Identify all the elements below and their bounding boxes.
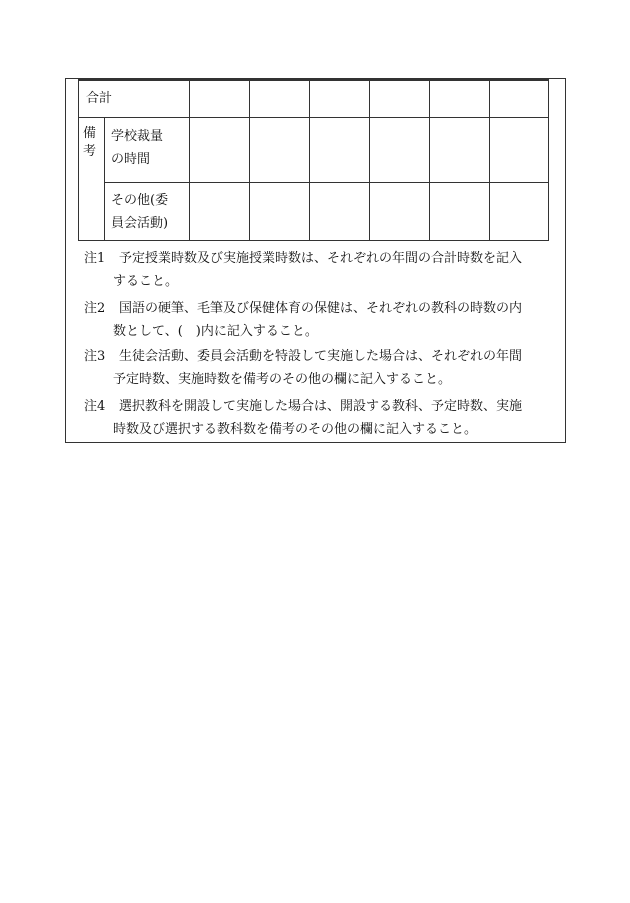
note-label: 注3 (84, 349, 106, 364)
total-label: 合計 (86, 91, 113, 106)
remarks-row-divider (104, 182, 549, 183)
note-text: すること。 (113, 274, 179, 289)
note-label: 注4 (84, 399, 106, 414)
note-text: 国語の硬筆、毛筆及び保健体育の保健は、それぞれの教科の時数の内 (119, 301, 523, 316)
note-text: 生徒会活動、委員会活動を特設して実施した場合は、それぞれの年間 (119, 349, 523, 364)
table-top-border (78, 79, 549, 81)
school-discretion-time-label: 学校裁量 (111, 129, 164, 144)
note-text: 時数及び選択する教科数を備考のその他の欄に記入すること。 (113, 422, 478, 437)
remarks-label-char-2: 考 (83, 144, 97, 159)
column-divider (429, 79, 430, 241)
column-divider (369, 79, 370, 241)
note-text: 選択教科を開設して実施した場合は、開設する教科、予定時数、実施 (119, 399, 523, 414)
column-divider (309, 79, 310, 241)
total-row-bottom-border (78, 117, 549, 118)
note-text: 予定時数、実施時数を備考のその他の欄に記入すること。 (113, 372, 452, 387)
school-discretion-time-label: の時間 (111, 152, 151, 167)
table-left-border (78, 79, 79, 241)
remarks-label-divider (104, 117, 105, 241)
note-text: 数として、( )内に記入すること。 (113, 324, 318, 339)
table-right-border (548, 79, 549, 241)
remarks-label-char-1: 備 (83, 126, 97, 141)
other-committee-label: 員会活動) (111, 216, 169, 231)
column-divider (249, 79, 250, 241)
other-committee-label: その他(委 (111, 193, 169, 208)
column-divider (489, 79, 490, 241)
note-label: 注1 (84, 251, 106, 266)
column-divider (189, 79, 190, 241)
note-label: 注2 (84, 301, 106, 316)
note-text: 予定授業時数及び実施授業時数は、それぞれの年間の合計時数を記入 (119, 251, 523, 266)
table-bottom-border (78, 240, 549, 241)
